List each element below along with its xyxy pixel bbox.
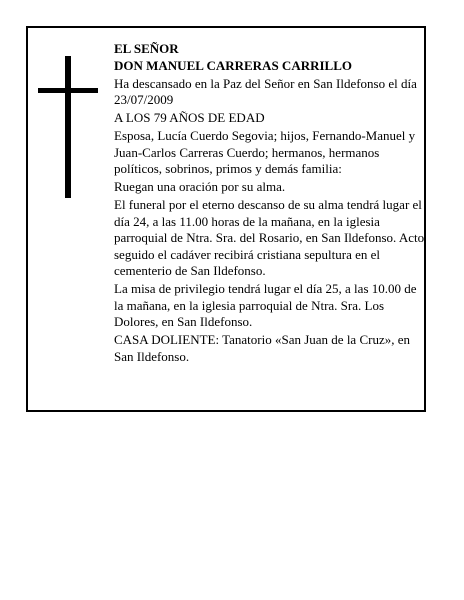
cross-vertical-bar — [65, 56, 71, 198]
cross-horizontal-bar — [38, 88, 98, 93]
notice-text — [114, 41, 426, 365]
deceased-name: DON MANUEL CARRERAS CARRILLO — [114, 57, 352, 73]
age-line: A LOS 79 AÑOS DE EDAD — [114, 110, 265, 125]
funeral-details: El funeral por el eterno descanso de su alma tendrá lugar el día 24, a las 11.00 horas de la mañana, en la iglesia parroquial de Ntra. Sra. del Rosario, en San Ildefonso. Acto seguido el cadáver recibirá cristiana sepultura en el cementerio de San Ildefonso. — [114, 197, 425, 278]
family-list: Esposa, Lucía Cuerdo Segovia; hijos, Fernando-Manuel y Juan-Carlos Carreras Cuerdo; hermanos, hermanos políticos, sobrinos, primos y demás familia: — [114, 128, 416, 176]
obituary-notice — [26, 26, 426, 412]
mass-details: La misa de privilegio tendrá lugar el día 25, a las 10.00 de la mañana, en la iglesia parroquial de Ntra. Sra. Los Dolores, en San Ildefonso. — [114, 281, 417, 329]
prayer-request: Ruegan una oración por su alma. — [114, 179, 286, 194]
mourning-house: CASA DOLIENTE: Tanatorio «San Juan de la Cruz», en San Ildefonso. — [114, 332, 410, 364]
title-line-1: EL SEÑOR — [114, 41, 179, 56]
death-announcement: Ha descansado en la Paz del Señor en San Ildefonso el día 23/07/2009 — [114, 75, 417, 107]
cross-icon — [38, 56, 98, 198]
